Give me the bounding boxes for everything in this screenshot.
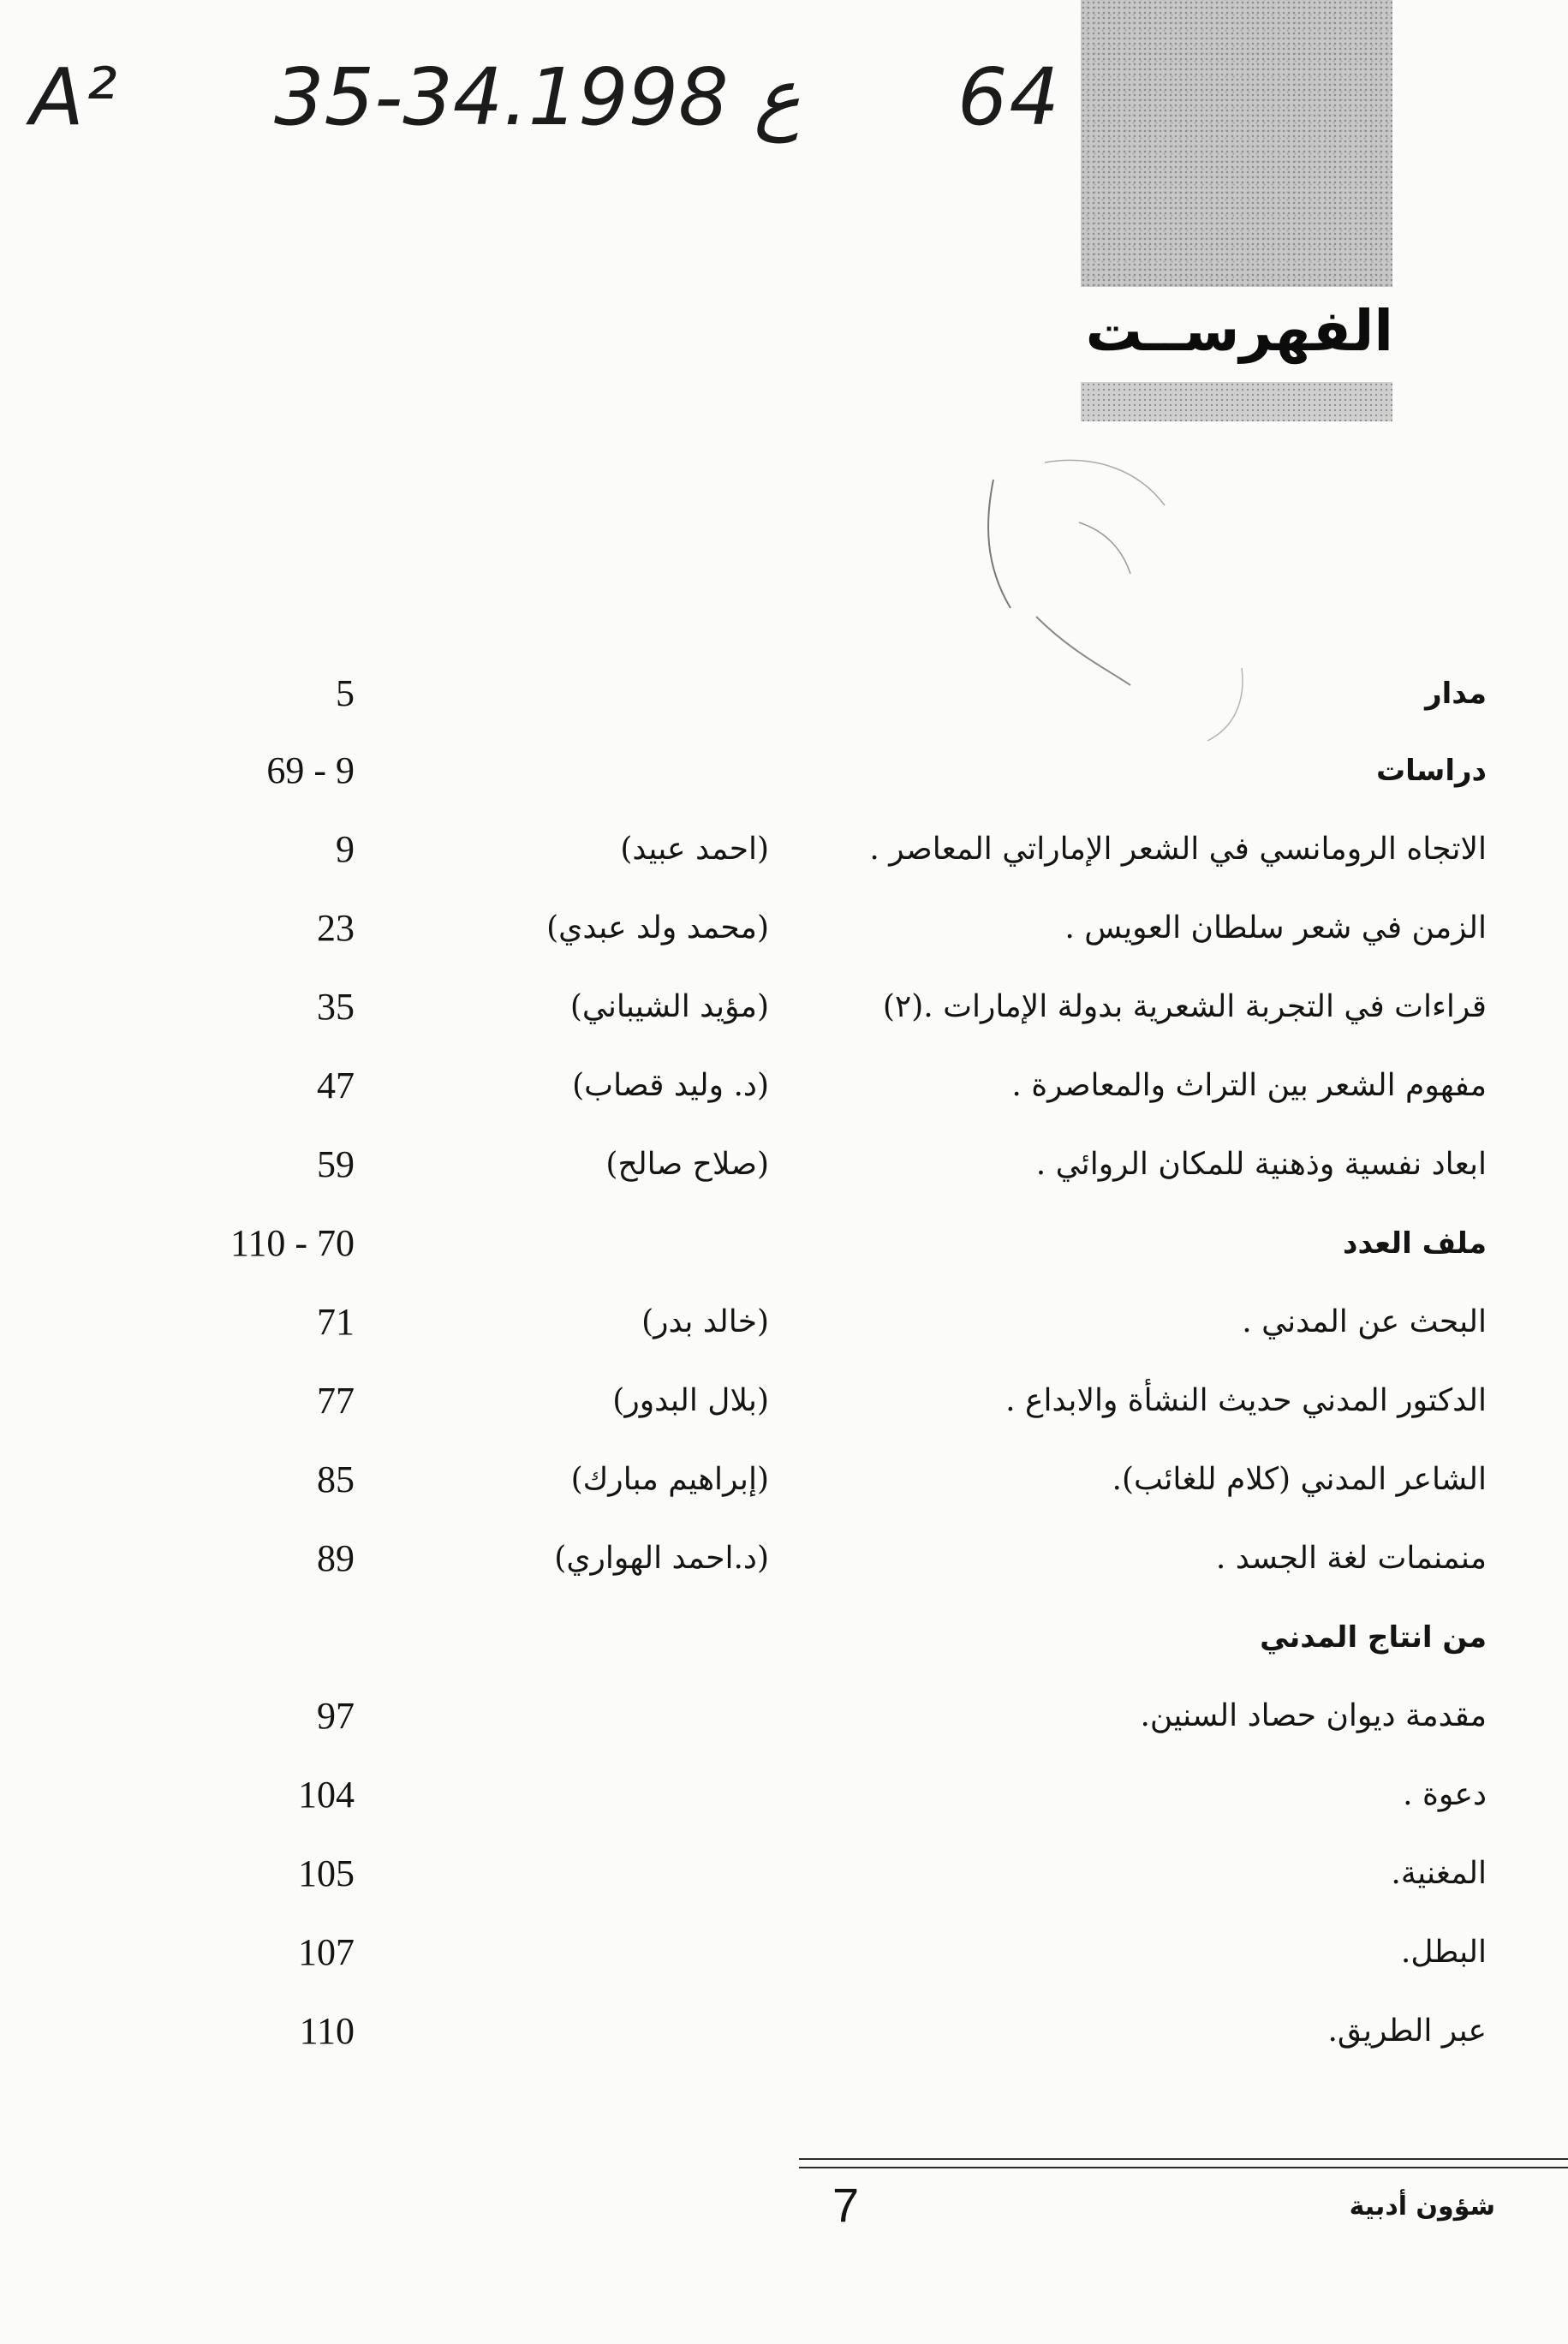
toc-page-number: 47 — [317, 1065, 355, 1106]
toc-page-number: 105 — [298, 1852, 355, 1894]
toc-page-number: 97 — [317, 1695, 355, 1737]
toc-author: (بلال البدور) — [612, 1383, 769, 1418]
header-halftone-block — [1081, 0, 1392, 287]
toc-author: (مؤيد الشيباني) — [569, 989, 769, 1024]
toc-page-number: 9 — [336, 828, 355, 870]
toc-row — [0, 824, 1568, 875]
toc-entry-title: مقدمة ديوان حصاد السنين. — [1140, 1698, 1487, 1733]
handwritten-reference: 35-34.ع 1998 — [274, 51, 801, 143]
toc-page-number: 110 - 70 — [230, 1222, 355, 1264]
toc-row — [0, 668, 1568, 719]
toc-row — [0, 903, 1568, 954]
toc-row — [0, 1927, 1568, 1978]
toc-row — [0, 1297, 1568, 1348]
toc-row — [0, 1060, 1568, 1112]
toc-row — [0, 1454, 1568, 1506]
handwritten-code: A² — [30, 51, 119, 143]
toc-page-number: 104 — [298, 1774, 355, 1816]
toc-entry-title: قراءات في التجربة الشعرية بدولة الإمارات .(٢) — [882, 989, 1487, 1024]
handwritten-issue: 64 — [957, 51, 1062, 143]
toc-author: (إبراهيم مبارك) — [570, 1462, 769, 1497]
toc-entry-title: البحث عن المدني . — [1242, 1304, 1487, 1339]
toc-section-title: مدار — [1425, 677, 1487, 711]
footer-rule-top — [799, 2158, 1568, 2160]
toc-author: (د.احمد الهواري) — [554, 1541, 769, 1576]
toc-page-number: 77 — [317, 1380, 355, 1422]
toc-entry-title: ابعاد نفسية وذهنية للمكان الروائي . — [1035, 1147, 1487, 1182]
toc-page-number: 23 — [317, 907, 355, 949]
toc-entry-title: الدكتور المدني حديث النشأة والابداع . — [1005, 1383, 1487, 1418]
toc-page-number: 85 — [317, 1458, 355, 1500]
toc-entry-title: المغنية. — [1391, 1856, 1487, 1891]
toc-entry-title: دعوة . — [1403, 1777, 1487, 1812]
toc-author: (صلاح صالح) — [605, 1147, 769, 1182]
toc-entry-title: عبر الطريق. — [1327, 2013, 1487, 2049]
toc-author: (خالد بدر) — [641, 1304, 769, 1339]
toc-entry-title: البطل. — [1400, 1935, 1487, 1970]
toc-row — [0, 1375, 1568, 1427]
toc-entry-title: منمنمات لغة الجسد . — [1215, 1541, 1487, 1576]
toc-page-number: 35 — [317, 986, 355, 1028]
toc-author: (د. وليد قصاب) — [572, 1068, 769, 1103]
title-halftone-bar — [1081, 382, 1392, 421]
toc-page-number: 71 — [317, 1301, 355, 1343]
toc-section-title: دراسات — [1375, 754, 1487, 788]
toc-row — [0, 981, 1568, 1033]
toc-section-title: ملف العدد — [1343, 1226, 1487, 1261]
toc-row — [0, 2006, 1568, 2057]
toc-row — [0, 1769, 1568, 1821]
toc-row — [0, 1533, 1568, 1584]
toc-page-number: 69 - 9 — [266, 749, 355, 791]
footer-rule-bottom — [799, 2167, 1568, 2168]
toc-page-number: 107 — [298, 1931, 355, 1973]
toc-row — [0, 1691, 1568, 1742]
toc-page-number: 59 — [317, 1143, 355, 1185]
toc-author: (محمد ولد عبدي) — [546, 910, 769, 945]
toc-author: (احمد عبيد) — [620, 832, 769, 867]
toc-entry-title: الشاعر المدني (كلام للغائب). — [1112, 1462, 1487, 1497]
toc-entry-title: الزمن في شعر سلطان العويس . — [1064, 910, 1487, 945]
toc-page-number: 5 — [336, 672, 355, 714]
toc-row — [0, 1218, 1568, 1269]
toc-section-title: من انتاج المدني — [1260, 1620, 1487, 1655]
toc-page-number: 89 — [317, 1537, 355, 1579]
toc-row — [0, 1612, 1568, 1663]
toc-entry-title: مفهوم الشعر بين التراث والمعاصرة . — [1011, 1068, 1487, 1103]
footer-magazine-name: شؤون أدبية — [1349, 2192, 1495, 2222]
scan-smudge-mark — [959, 445, 1285, 771]
toc-row — [0, 1848, 1568, 1900]
toc-page-number: 110 — [299, 2010, 355, 2052]
toc-row — [0, 1139, 1568, 1190]
page-title: الفهرســت — [1085, 298, 1393, 364]
footer-page-number: 7 — [832, 2178, 860, 2232]
toc-entry-title: الاتجاه الرومانسي في الشعر الإماراتي المعاصر . — [869, 832, 1487, 867]
toc-row — [0, 745, 1568, 796]
